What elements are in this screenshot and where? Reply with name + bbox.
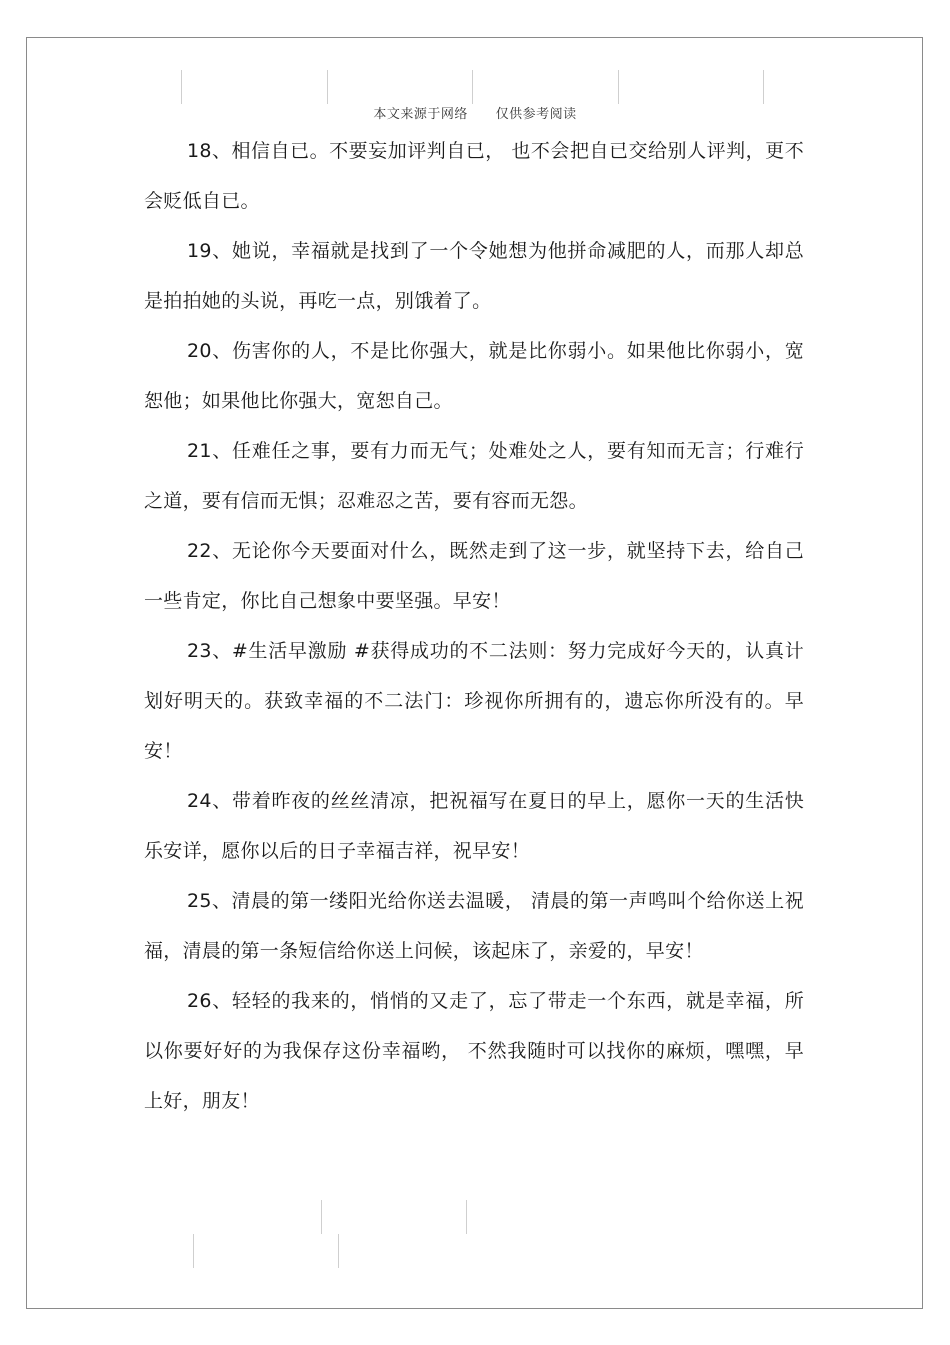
top-divider-4 <box>618 70 619 104</box>
document-body <box>144 126 804 1126</box>
paragraph-26: 26、轻轻的我来的，悄悄的又走了，忘了带走一个东西，就是幸福，所以你要好好的为我保存这份幸福哟， 不然我随时可以找你的麻烦，嘿嘿，早上好，朋友！ <box>144 990 804 1112</box>
source-disclaimer: 本文来源于网络 仅供参考阅读 <box>373 107 577 122</box>
bottom-divider-4 <box>466 1200 467 1234</box>
bottom-divider-1 <box>193 1234 194 1268</box>
paragraph-23: 23、#生活早激励 #获得成功的不二法则：努力完成好今天的，认真计划好明天的。获致幸福的不二法门：珍视你所拥有的，遗忘你所没有的。早安！ <box>144 640 804 762</box>
paragraph-21: 21、任难任之事，要有力而无气；处难处之人，要有知而无言；行难行之道，要有信而无惧；忍难忍之苦，要有容而无怨。 <box>144 440 804 512</box>
bottom-divider-2 <box>321 1200 322 1234</box>
paragraph-22: 22、无论你今天要面对什么，既然走到了这一步，就坚持下去，给自己一些肯定，你比自己想象中要坚强。早安！ <box>144 540 804 612</box>
paragraph-18: 18、相信自已。不要妄加评判自已， 也不会把自已交给别人评判，更不会贬低自已。 <box>144 140 804 212</box>
top-divider-5 <box>763 70 764 104</box>
paragraph-20: 20、伤害你的人，不是比你强大，就是比你弱小。如果他比你弱小，宽恕他；如果他比你强大，宽恕自己。 <box>144 340 804 412</box>
bottom-divider-3 <box>338 1234 339 1268</box>
paragraph-24: 24、带着昨夜的丝丝清凉，把祝福写在夏日的早上，愿你一天的生活快乐安详，愿你以后的日子幸福吉祥，祝早安！ <box>144 790 804 862</box>
top-divider-1 <box>181 70 182 104</box>
top-divider-2 <box>327 70 328 104</box>
paragraph-19: 19、她说，幸福就是找到了一个令她想为他拼命减肥的人，而那人却总是拍拍她的头说，再吃一点，别饿着了。 <box>144 240 804 312</box>
paragraph-25: 25、清晨的第一缕阳光给你送去温暖， 清晨的第一声鸣叫个给你送上祝福，清晨的第一条短信给你送上问候，该起床了，亲爱的，早安！ <box>144 890 804 962</box>
top-divider-3 <box>472 70 473 104</box>
